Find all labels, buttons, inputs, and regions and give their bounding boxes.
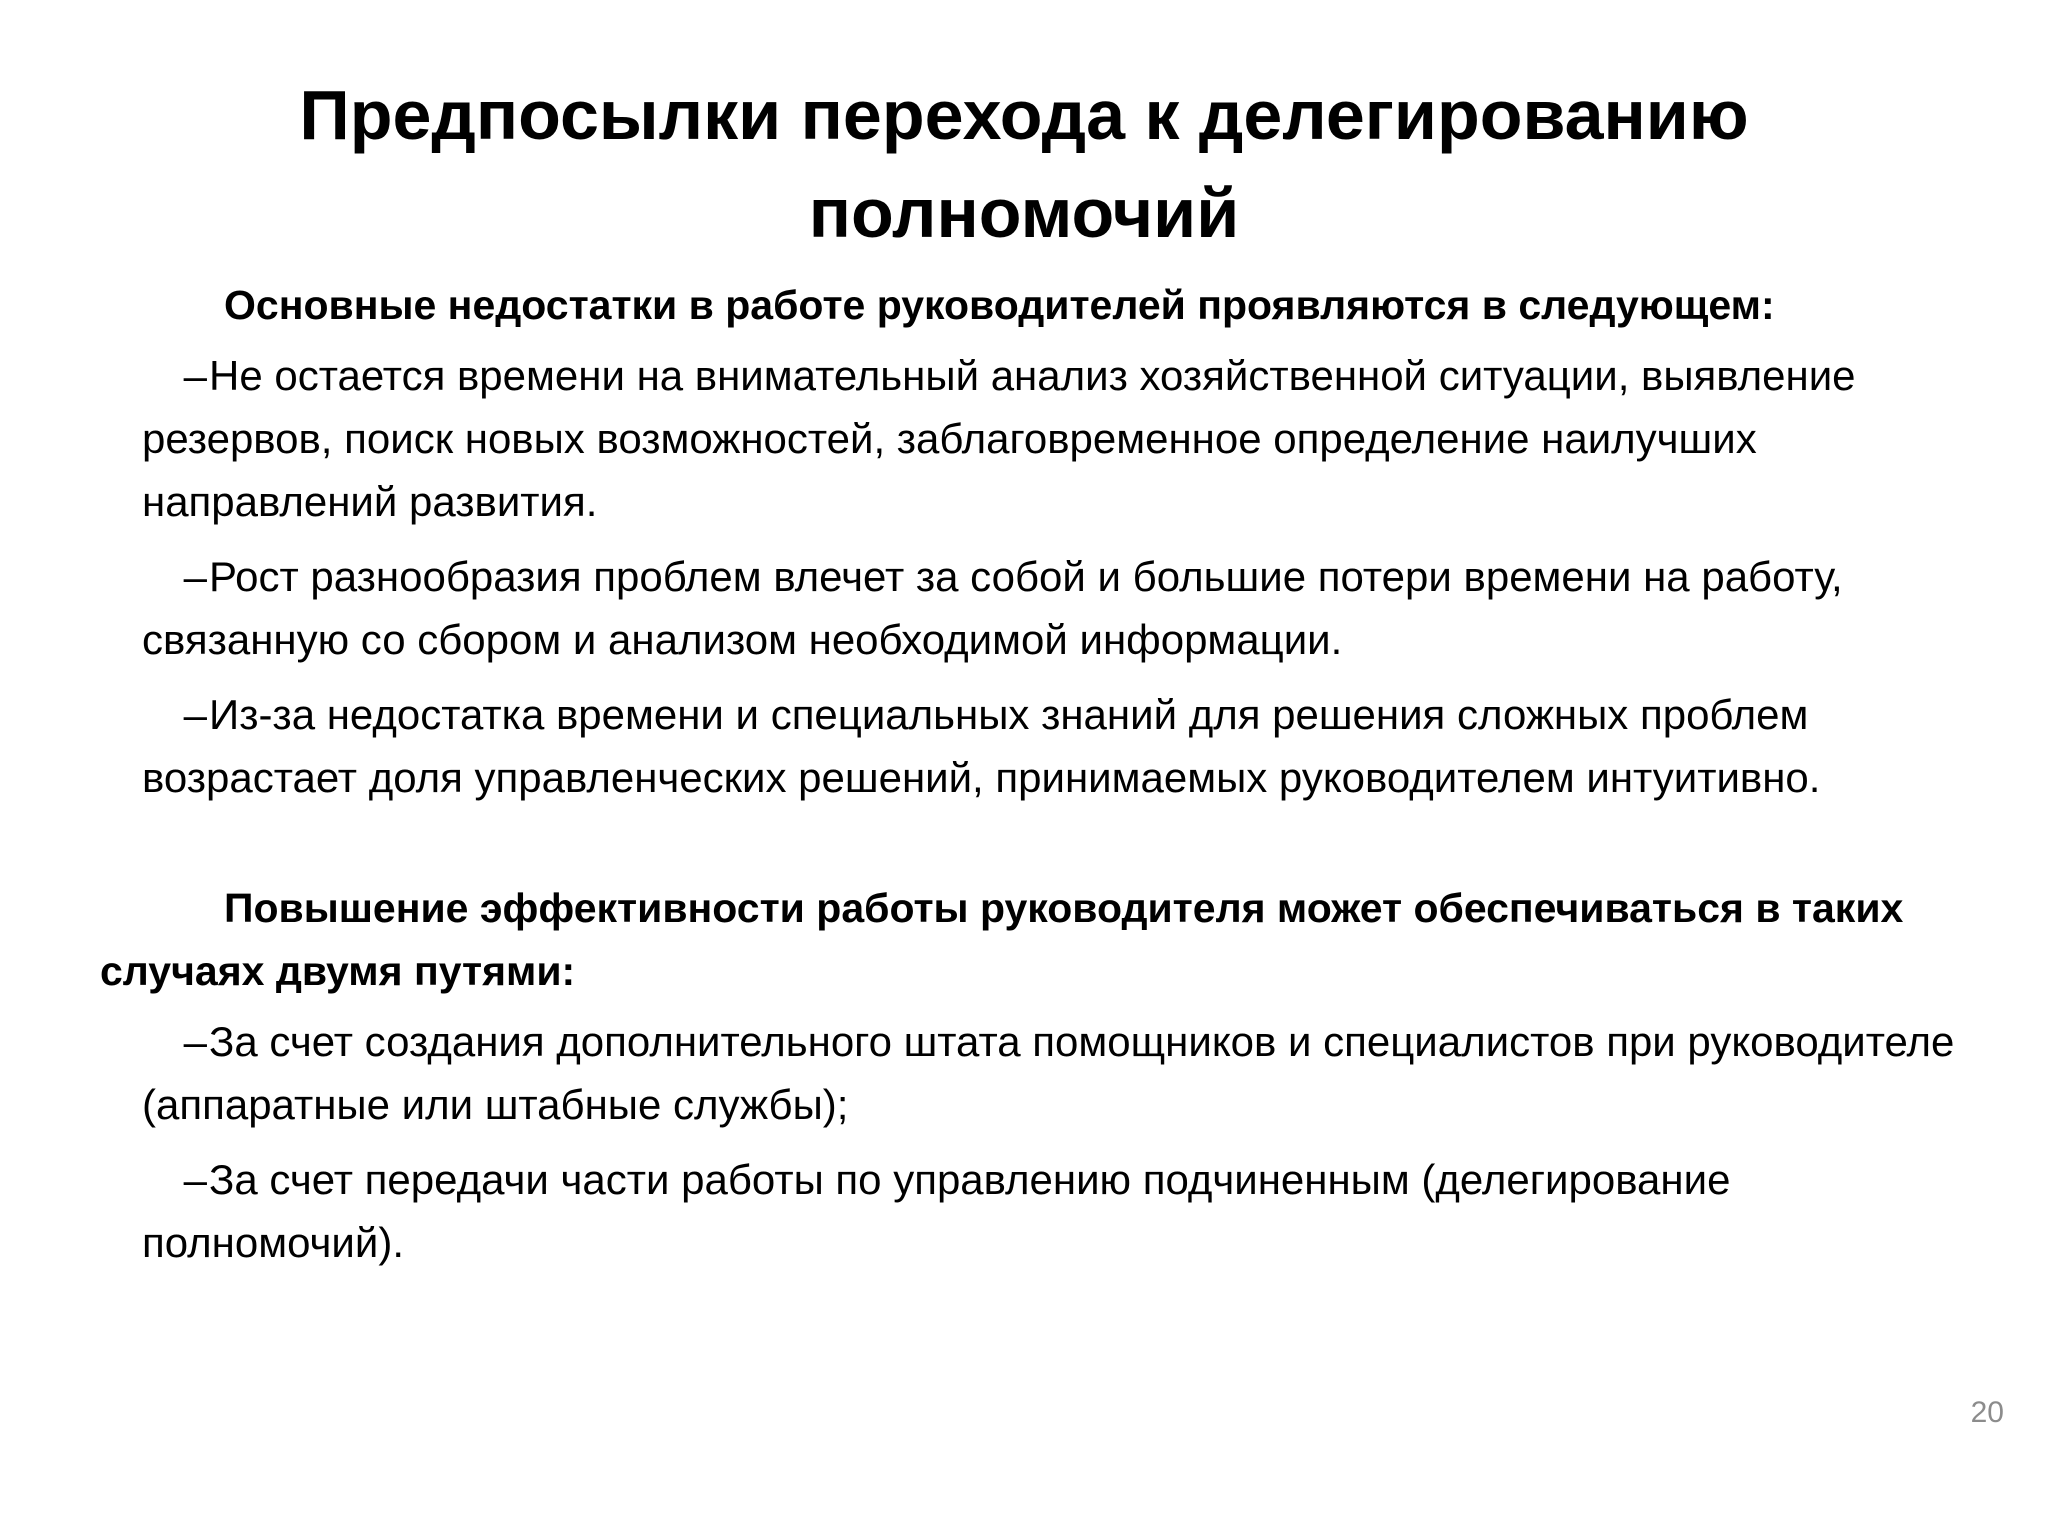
list-item bbox=[100, 683, 1960, 809]
list-item-text: Рост разнообразия проблем влечет за собой и большие потери времени на работу, связанную со сбором и анализом необходимой информации. bbox=[142, 553, 1843, 663]
list-item bbox=[100, 1148, 1960, 1274]
section-efficiency bbox=[100, 877, 1960, 1274]
dash-marker: – bbox=[183, 553, 207, 600]
list-item-text: За счет создания дополнительного штата помощников и специалистов при руководителе (аппаратные или штабные службы); bbox=[142, 1018, 1955, 1128]
dash-marker: – bbox=[183, 352, 207, 399]
list-item bbox=[100, 344, 1960, 533]
section-drawbacks bbox=[100, 274, 1960, 809]
section-intro: Основные недостатки в работе руководителей проявляются в следующем: bbox=[224, 282, 1775, 328]
slide-title: Предпосылки перехода к делегированию полномочий bbox=[299, 76, 1749, 252]
list-item-text: Не остается времени на внимательный анализ хозяйственной ситуации, выявление резервов, поиск новых возможностей, заблаговременное определение наилучших направлений развития. bbox=[142, 352, 1856, 525]
list-item bbox=[100, 1010, 1960, 1136]
page-number: 20 bbox=[1970, 1396, 2004, 1429]
list-item bbox=[100, 545, 1960, 671]
list-item-text: За счет передачи части работы по управлению подчиненным (делегирование полномочий). bbox=[142, 1156, 1731, 1266]
slide-content bbox=[100, 274, 1960, 1286]
section-intro: Повышение эффективности работы руководителя может обеспечиваться в таких случаях двумя путями: bbox=[100, 885, 1904, 994]
dash-marker: – bbox=[183, 691, 207, 738]
dash-marker: – bbox=[183, 1018, 207, 1065]
dash-marker: – bbox=[183, 1156, 207, 1203]
list-item-text: Из-за недостатка времени и специальных знаний для решения сложных проблем возрастает доля управленческих решений, принимаемых руководителем интуитивно. bbox=[142, 691, 1821, 801]
